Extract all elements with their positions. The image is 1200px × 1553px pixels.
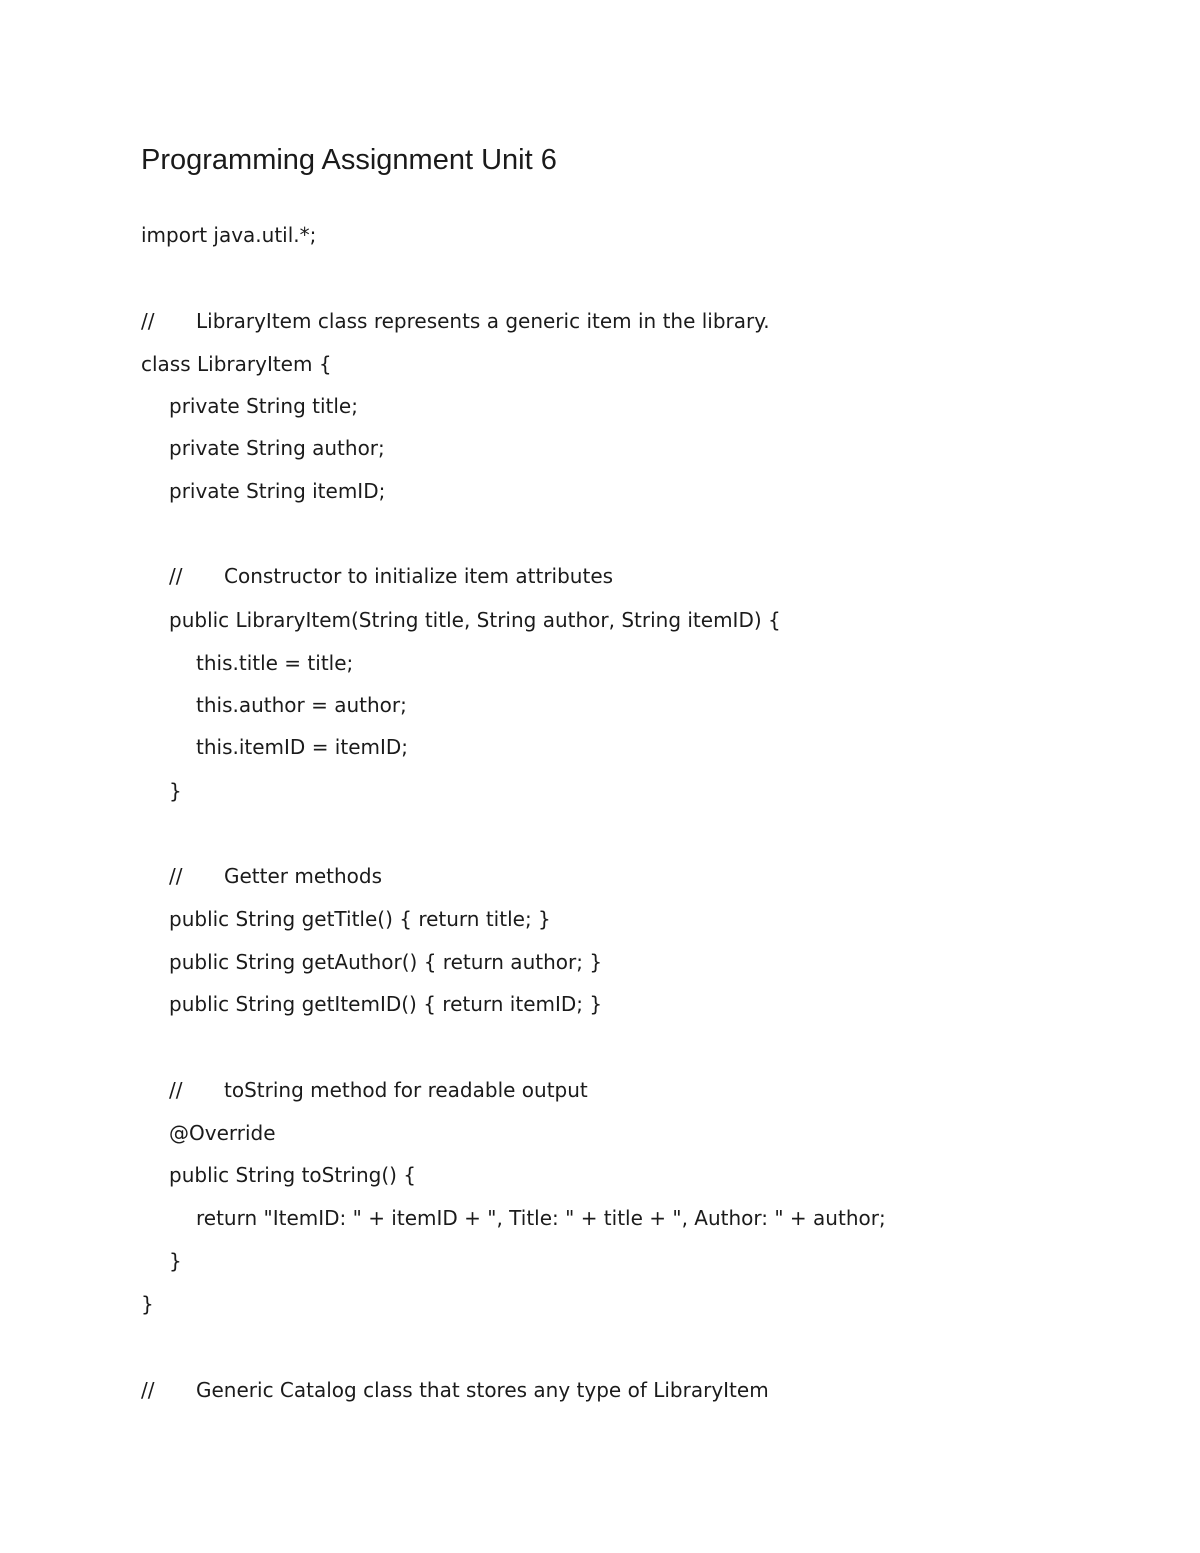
code-line-comment-constructor (169, 562, 613, 590)
comment-text: LibraryItem class represents a generic item in the library. (196, 309, 770, 333)
code-line-assign-author: this.author = author; (196, 693, 407, 717)
document-title: Programming Assignment Unit 6 (141, 144, 557, 176)
comment-marker: // (141, 1378, 155, 1402)
comment-marker: // (141, 309, 155, 333)
code-line-close-tostring: } (169, 1249, 182, 1273)
comment-text: Generic Catalog class that stores any type of LibraryItem (196, 1378, 769, 1402)
code-line-class-decl: class LibraryItem { (141, 352, 332, 376)
code-line-override: @Override (169, 1121, 276, 1145)
comment-text: Constructor to initialize item attributes (224, 564, 614, 588)
code-line-field-title: private String title; (169, 394, 358, 418)
code-line-comment-getters (169, 862, 382, 890)
code-line-getter-author: public String getAuthor() { return author; } (169, 950, 603, 974)
code-line-comment-catalog (141, 1376, 769, 1404)
code-line-assign-itemid: this.itemID = itemID; (196, 735, 409, 759)
code-line-constructor-decl: public LibraryItem(String title, String author, String itemID) { (169, 608, 781, 632)
code-line-field-author: private String author; (169, 436, 385, 460)
code-line-getter-title: public String getTitle() { return title; } (169, 907, 551, 931)
code-line-tostring-decl: public String toString() { (169, 1163, 417, 1187)
comment-text: toString method for readable output (224, 1078, 588, 1102)
code-line-import: import java.util.*; (141, 223, 317, 247)
code-line-field-itemid: private String itemID; (169, 479, 386, 503)
code-line-close-class: } (141, 1292, 154, 1316)
comment-marker: // (169, 564, 183, 588)
code-line-comment-libraryitem (141, 307, 770, 335)
code-line-assign-title: this.title = title; (196, 651, 354, 675)
code-line-close-constructor: } (169, 779, 182, 803)
comment-text: Getter methods (224, 864, 383, 888)
code-line-tostring-return: return "ItemID: " + itemID + ", Title: " + title + ", Author: " + author; (196, 1206, 886, 1230)
code-line-getter-itemid: public String getItemID() { return itemID; } (169, 992, 603, 1016)
comment-marker: // (169, 864, 183, 888)
comment-marker: // (169, 1078, 183, 1102)
code-line-comment-tostring (169, 1076, 588, 1104)
